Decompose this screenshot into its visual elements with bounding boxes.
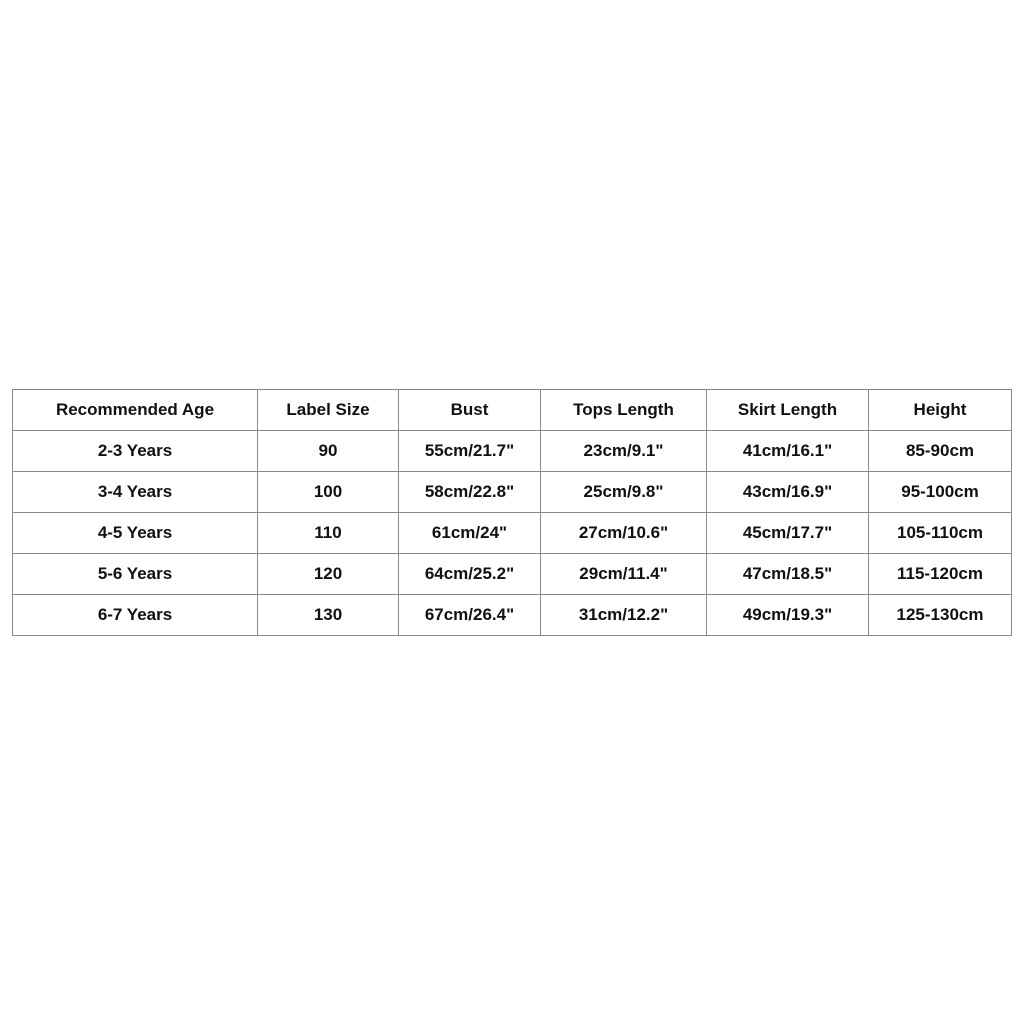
cell-skirt-length: 49cm/19.3" bbox=[707, 595, 869, 636]
cell-recommended-age: 6-7 Years bbox=[13, 595, 258, 636]
header-label-size: Label Size bbox=[258, 390, 399, 431]
cell-label-size: 100 bbox=[258, 472, 399, 513]
cell-recommended-age: 5-6 Years bbox=[13, 554, 258, 595]
size-chart-table bbox=[12, 389, 1012, 636]
cell-height: 115-120cm bbox=[869, 554, 1012, 595]
cell-bust: 55cm/21.7" bbox=[399, 431, 541, 472]
cell-label-size: 110 bbox=[258, 513, 399, 554]
cell-label-size: 120 bbox=[258, 554, 399, 595]
cell-bust: 64cm/25.2" bbox=[399, 554, 541, 595]
cell-height: 105-110cm bbox=[869, 513, 1012, 554]
table-row bbox=[13, 554, 1012, 595]
cell-skirt-length: 41cm/16.1" bbox=[707, 431, 869, 472]
cell-tops-length: 23cm/9.1" bbox=[541, 431, 707, 472]
cell-recommended-age: 3-4 Years bbox=[13, 472, 258, 513]
header-height: Height bbox=[869, 390, 1012, 431]
cell-recommended-age: 2-3 Years bbox=[13, 431, 258, 472]
table-row bbox=[13, 595, 1012, 636]
cell-bust: 61cm/24" bbox=[399, 513, 541, 554]
cell-label-size: 130 bbox=[258, 595, 399, 636]
header-skirt-length: Skirt Length bbox=[707, 390, 869, 431]
cell-skirt-length: 43cm/16.9" bbox=[707, 472, 869, 513]
cell-tops-length: 25cm/9.8" bbox=[541, 472, 707, 513]
cell-height: 85-90cm bbox=[869, 431, 1012, 472]
table-row bbox=[13, 472, 1012, 513]
cell-height: 125-130cm bbox=[869, 595, 1012, 636]
cell-recommended-age: 4-5 Years bbox=[13, 513, 258, 554]
cell-height: 95-100cm bbox=[869, 472, 1012, 513]
header-row bbox=[13, 390, 1012, 431]
header-tops-length: Tops Length bbox=[541, 390, 707, 431]
cell-tops-length: 31cm/12.2" bbox=[541, 595, 707, 636]
table-row bbox=[13, 513, 1012, 554]
header-recommended-age: Recommended Age bbox=[13, 390, 258, 431]
cell-skirt-length: 45cm/17.7" bbox=[707, 513, 869, 554]
cell-tops-length: 29cm/11.4" bbox=[541, 554, 707, 595]
header-bust: Bust bbox=[399, 390, 541, 431]
cell-tops-length: 27cm/10.6" bbox=[541, 513, 707, 554]
cell-bust: 58cm/22.8" bbox=[399, 472, 541, 513]
cell-label-size: 90 bbox=[258, 431, 399, 472]
cell-skirt-length: 47cm/18.5" bbox=[707, 554, 869, 595]
cell-bust: 67cm/26.4" bbox=[399, 595, 541, 636]
table-row bbox=[13, 431, 1012, 472]
